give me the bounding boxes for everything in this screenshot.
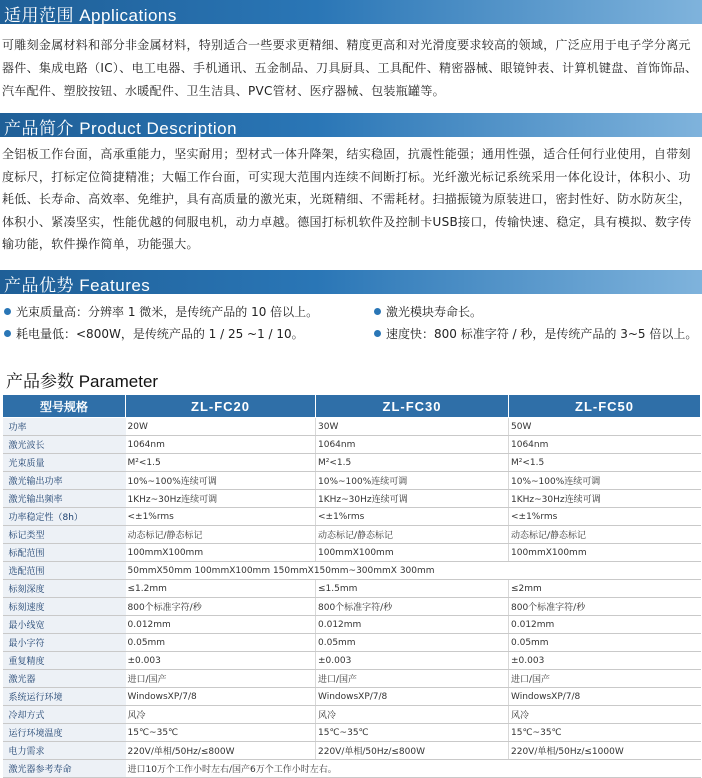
row-value: 50W (509, 418, 701, 436)
table-row (3, 598, 701, 616)
row-value: <±1%rms (126, 508, 316, 526)
table-row (3, 688, 701, 706)
row-value: 0.05mm (316, 634, 509, 652)
row-value: 1064nm (509, 436, 701, 454)
row-label: 激光输出频率 (3, 490, 126, 508)
row-value: 进口/国产 (509, 670, 701, 688)
table-row (3, 454, 701, 472)
feature-text: 速度快：800 标准字符 / 秒，是传统产品的 3~5 倍以上。 (386, 327, 698, 341)
description-title: 产品简介 Product Description (4, 119, 238, 138)
row-value: M²<1.5 (316, 454, 509, 472)
row-label: 标记类型 (3, 526, 126, 544)
applications-title: 适用范围 Applications (4, 6, 177, 25)
feature-item (4, 325, 304, 342)
row-label: 最小字符 (3, 634, 126, 652)
row-value: 220V/单相/50Hz/≤1000W (509, 742, 701, 760)
row-value: 800个标准字符/秒 (316, 598, 509, 616)
table-row (3, 562, 701, 580)
row-value: 10%~100%连续可调 (509, 472, 701, 490)
table-row (3, 436, 701, 454)
row-value: 100mmX100mm (509, 544, 701, 562)
row-value: ≤2mm (509, 580, 701, 598)
row-value: 1064nm (316, 436, 509, 454)
row-value: 10%~100%连续可调 (126, 472, 316, 490)
row-value: WindowsXP/7/8 (126, 688, 316, 706)
row-value: 800个标准字符/秒 (509, 598, 701, 616)
row-value: 动态标记/静态标记 (316, 526, 509, 544)
table-row (3, 652, 701, 670)
parameter-title: 产品参数 Parameter (6, 372, 159, 391)
table-row (3, 472, 701, 490)
feature-text: 光束质量高：分辨率 1 微米，是传统产品的 10 倍以上。 (16, 305, 319, 319)
row-value: 15℃~35℃ (509, 724, 701, 742)
row-value: WindowsXP/7/8 (509, 688, 701, 706)
table-row (3, 418, 701, 436)
table-row (3, 634, 701, 652)
bullet-icon (4, 330, 11, 337)
feature-item (374, 303, 482, 320)
row-value: 0.012mm (509, 616, 701, 634)
row-label: 标刻深度 (3, 580, 126, 598)
row-label: 运行环境温度 (3, 724, 126, 742)
row-value: 30W (316, 418, 509, 436)
table-header-row (3, 395, 701, 418)
row-label: 电力需求 (3, 742, 126, 760)
row-label: 功率 (3, 418, 126, 436)
row-value: 进口/国产 (126, 670, 316, 688)
row-value: ≤1.2mm (126, 580, 316, 598)
table-row (3, 670, 701, 688)
table-row (3, 508, 701, 526)
applications-text: 可雕刻金属材料和部分非金属材料，特别适合一些要求更精细、精度更高和对光滑度要求较高的领域，广泛应用于电子学分离元器件、集成电路（IC）、电工电器、手机通讯、五金制品、刀具厨具、工具配件、精密器械、眼镜钟表、计算机键盘、首饰饰品、汽车配件、塑胶按钮、水暖配件、卫生洁具、PVC管材、医疗器械、包装瓶罐等。 (2, 38, 698, 98)
applications-banner (0, 0, 702, 24)
row-label: 激光器参考寿命 (3, 760, 126, 778)
row-value: 100mmX100mm (316, 544, 509, 562)
row-value: 0.012mm (126, 616, 316, 634)
row-value: 20W (126, 418, 316, 436)
row-value: 进口/国产 (316, 670, 509, 688)
table-row (3, 760, 701, 778)
row-value: 风冷 (126, 706, 316, 724)
features-title: 产品优势 Features (4, 276, 151, 295)
header-zl-fc50: ZL-FC50 (509, 395, 701, 418)
feature-item (4, 303, 318, 320)
row-label: 最小线宽 (3, 616, 126, 634)
table-row (3, 490, 701, 508)
row-value: 1KHz~30Hz连续可调 (126, 490, 316, 508)
table-row (3, 544, 701, 562)
row-label: 激光器 (3, 670, 126, 688)
row-value: 0.012mm (316, 616, 509, 634)
row-value: 220V/单相/50Hz/≤800W (316, 742, 509, 760)
row-label: 标配范围 (3, 544, 126, 562)
row-label: 激光波长 (3, 436, 126, 454)
row-label: 重复精度 (3, 652, 126, 670)
row-value: <±1%rms (316, 508, 509, 526)
description-banner (0, 113, 702, 137)
row-value: 0.05mm (509, 634, 701, 652)
row-label: 选配范围 (3, 562, 126, 580)
row-label: 光束质量 (3, 454, 126, 472)
feature-text: 激光模块寿命长。 (386, 305, 483, 319)
row-value: M²<1.5 (509, 454, 701, 472)
row-value: 10%~100%连续可调 (316, 472, 509, 490)
row-value: 15℃~35℃ (316, 724, 509, 742)
row-value: ±0.003 (316, 652, 509, 670)
row-value: 15℃~35℃ (126, 724, 316, 742)
row-value: 100mmX100mm (126, 544, 316, 562)
row-value: 风冷 (509, 706, 701, 724)
row-value: 动态标记/静态标记 (126, 526, 316, 544)
row-value: M²<1.5 (126, 454, 316, 472)
table-row (3, 616, 701, 634)
header-zl-fc20: ZL-FC20 (126, 395, 316, 418)
row-value: 0.05mm (126, 634, 316, 652)
table-row (3, 742, 701, 760)
parameter-table (2, 394, 701, 778)
table-row (3, 724, 701, 742)
row-value: 进口10万个工作小时左右/国产6万个工作小时左右。 (126, 760, 701, 778)
row-label: 激光输出功率 (3, 472, 126, 490)
table-row (3, 580, 701, 598)
feature-text: 耗电量低：<800W，是传统产品的 1 / 25 ~1 / 10。 (16, 327, 304, 341)
row-value: 动态标记/静态标记 (509, 526, 701, 544)
feature-item (374, 325, 697, 342)
bullet-icon (374, 308, 381, 315)
row-value: ≤1.5mm (316, 580, 509, 598)
table-row (3, 526, 701, 544)
row-value: 220V/单相/50Hz/≤800W (126, 742, 316, 760)
row-label: 系统运行环境 (3, 688, 126, 706)
row-label: 标刻速度 (3, 598, 126, 616)
row-value: ±0.003 (126, 652, 316, 670)
row-label: 功率稳定性（8h） (3, 508, 126, 526)
header-zl-fc30: ZL-FC30 (316, 395, 509, 418)
row-value: 1KHz~30Hz连续可调 (509, 490, 701, 508)
row-value: 800个标准字符/秒 (126, 598, 316, 616)
header-model: 型号规格 (3, 395, 126, 418)
description-text: 全铝板工作台面，高承重能力，坚实耐用；型材式一体升降架，结实稳固，抗震性能强；通用性强，适合任何行业使用，自带刻度标尺，打标定位简捷精准；大幅工作台面，可实现大范围内连续不间断打标。光纤激光标记系统采用一体化设计，体积小、功耗低、长寿命、高效率、免维护，具有高质量的激光束，光斑精细、不需耗材。扫描振镜为原装进口，密封性好、防水防灰尘，体积小、紧凑坚实，性能优越的伺服电机，动力卓越。德国打标机软件及控制卡USB接口，传输快速、稳定，具有模拟、数字传输功能，软件操作简单，功能强大。 (2, 147, 692, 251)
table-row (3, 706, 701, 724)
row-value: 50mmX50mm 100mmX100mm 150mmX150mm~300mmX 300mm (126, 562, 701, 580)
row-value: 1064nm (126, 436, 316, 454)
row-label: 冷却方式 (3, 706, 126, 724)
row-value: <±1%rms (509, 508, 701, 526)
bullet-icon (4, 308, 11, 315)
row-value: WindowsXP/7/8 (316, 688, 509, 706)
row-value: 风冷 (316, 706, 509, 724)
row-value: ±0.003 (509, 652, 701, 670)
bullet-icon (374, 330, 381, 337)
row-value: 1KHz~30Hz连续可调 (316, 490, 509, 508)
features-banner (0, 270, 702, 294)
